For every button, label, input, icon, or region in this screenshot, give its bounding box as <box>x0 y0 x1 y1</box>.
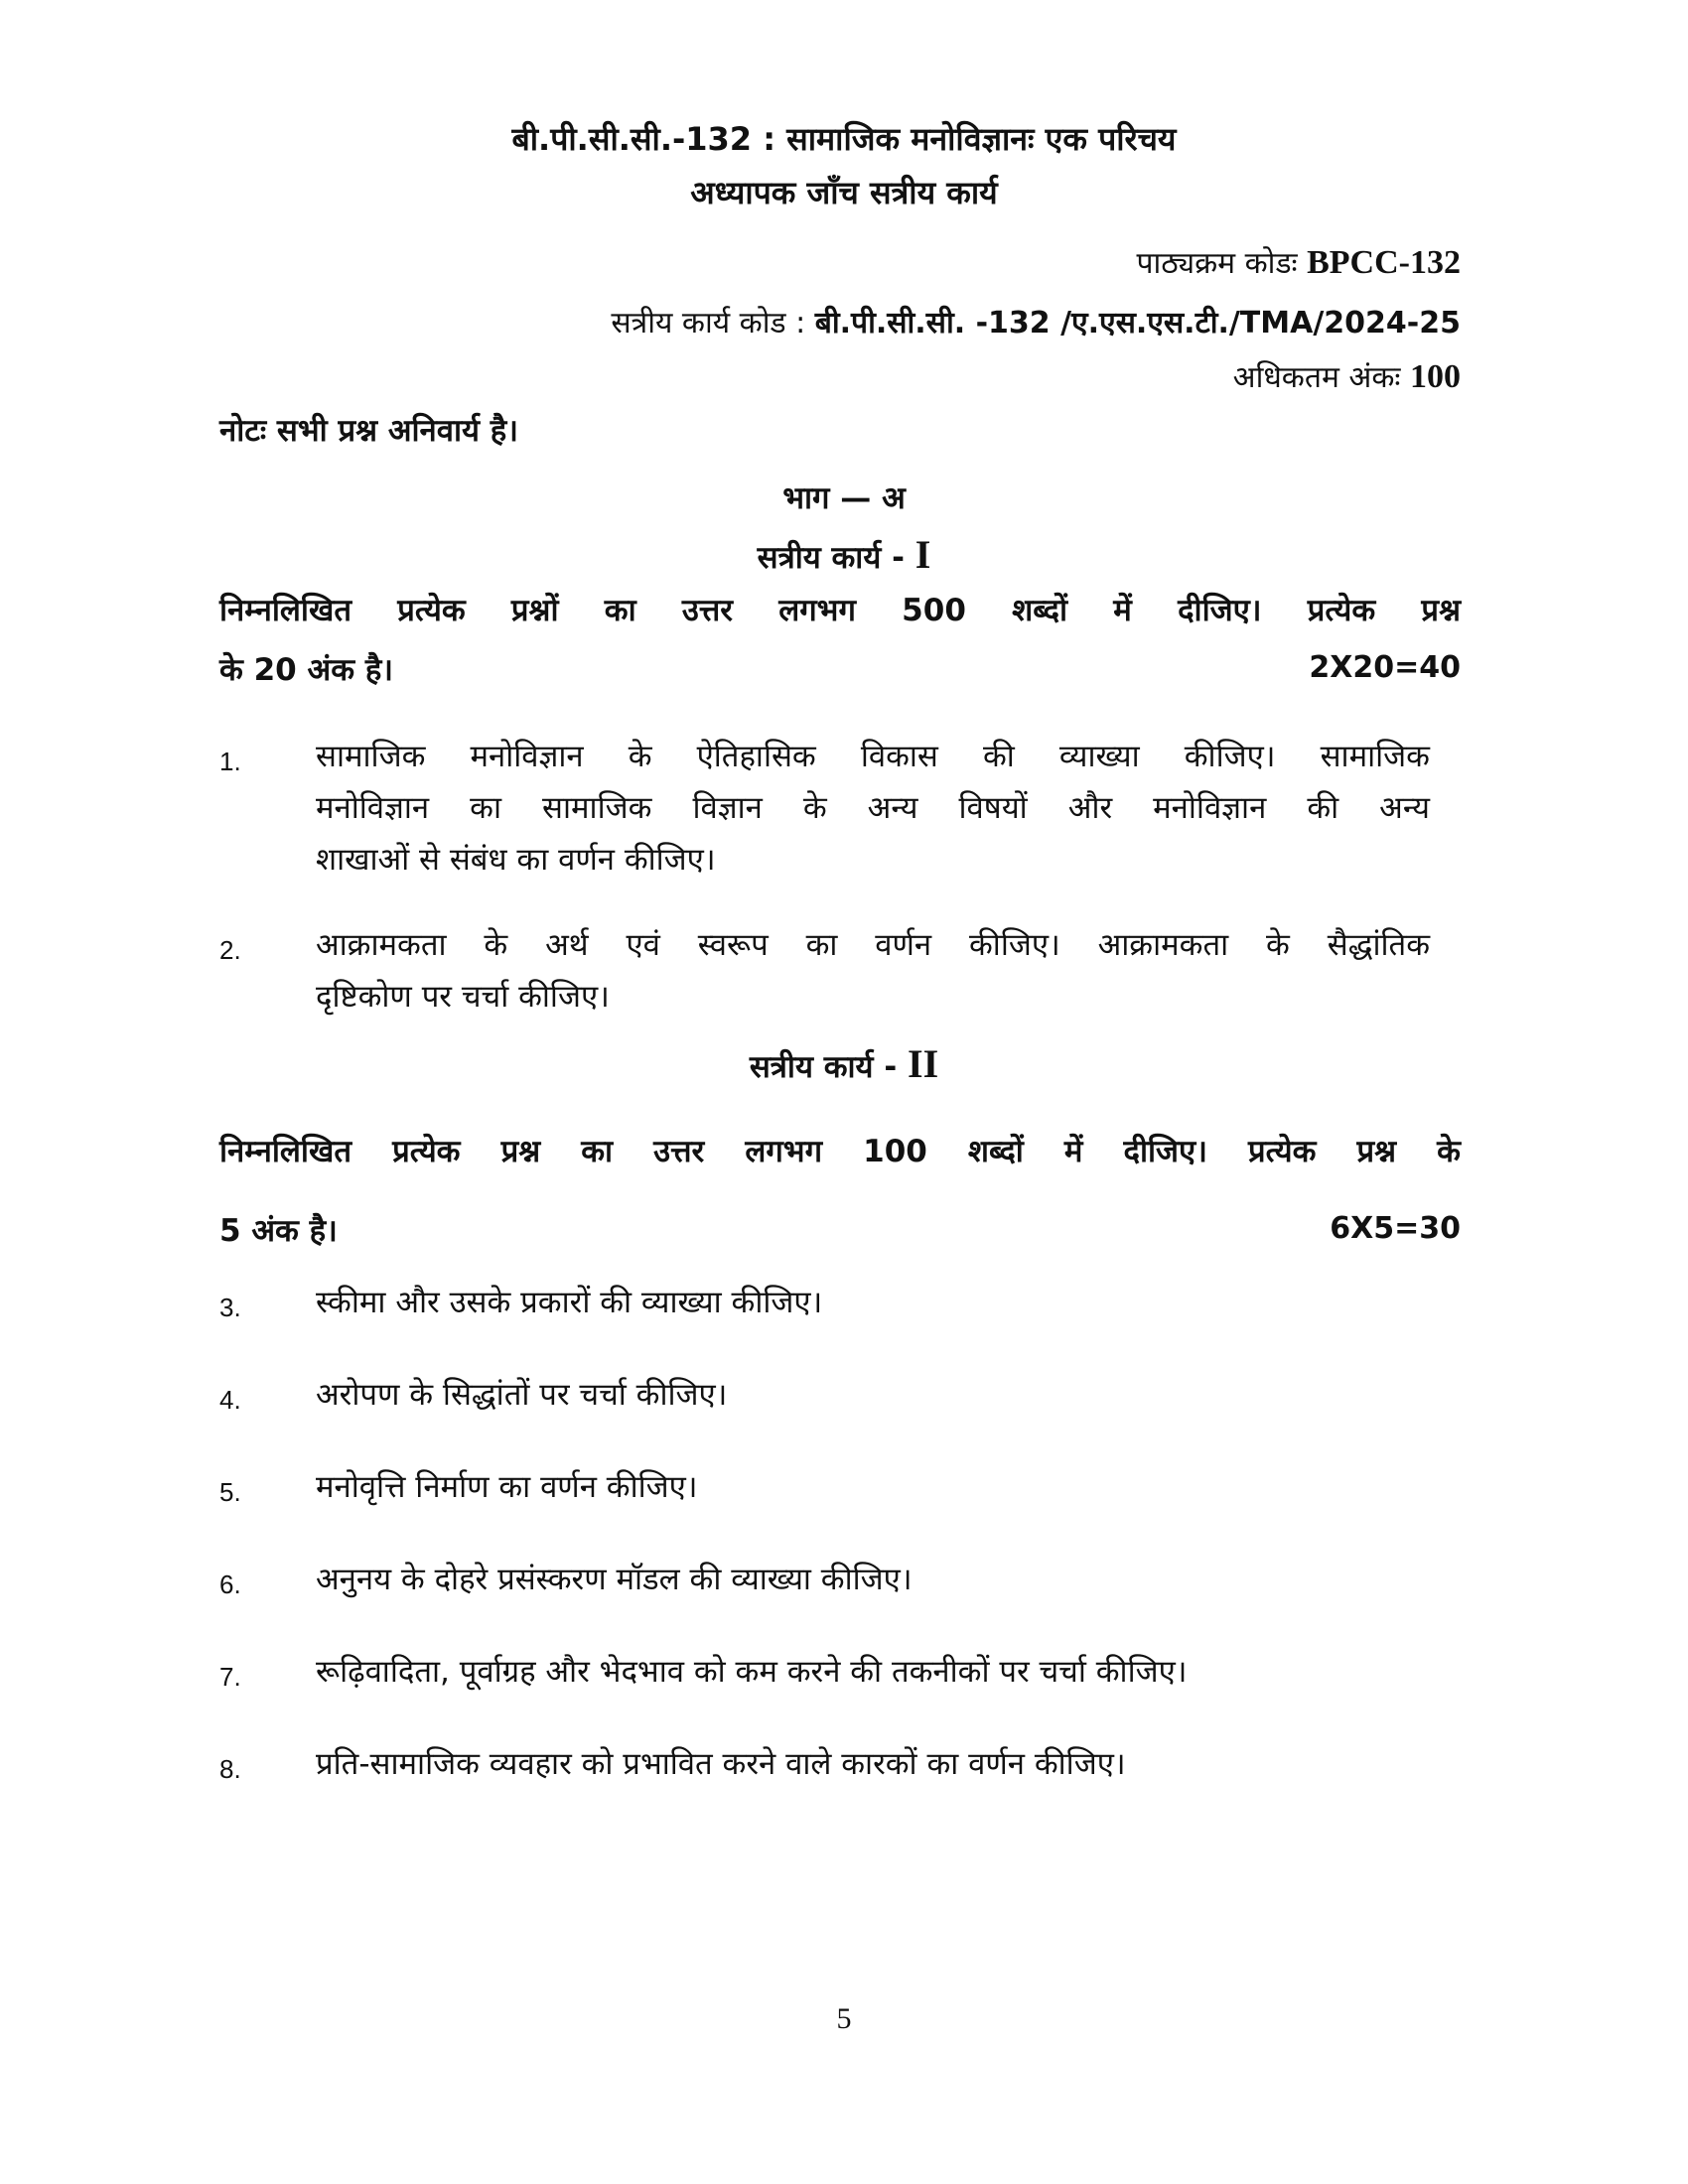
question-5-text: मनोवृत्ति निर्माण का वर्णन कीजिए। <box>316 1469 698 1505</box>
course-code-value: BPCC-132 <box>1307 244 1461 281</box>
question-2-line-1: आक्रामकता के अर्थ एवं स्वरूप का वर्णन कीजिए। आक्रामकता के सैद्धांतिक <box>316 927 1430 963</box>
question-number: 2. <box>219 935 241 965</box>
question-1-line-1: सामाजिक मनोविज्ञान के ऐतिहासिक विकास की व्याख्या कीजिए। सामाजिक <box>316 739 1430 774</box>
assignment-code-value: बी.पी.सी.सी. -132 /ए.एस.एस.टी./TMA/2024-25 <box>814 306 1461 341</box>
question-2-line-2: दृष्टिकोण पर चर्चा कीजिए। <box>316 979 610 1015</box>
question-number: 4. <box>219 1385 241 1415</box>
section-1-instruction: निम्नलिखित प्रत्येक प्रश्नों का उत्तर लगभग 500 शब्दों में दीजिए। प्रत्येक प्रश्न <box>219 593 1461 628</box>
section-2-instruction: निम्नलिखित प्रत्येक प्रश्न का उत्तर लगभग 100 शब्दों में दीजिए। प्रत्येक प्रश्न के <box>219 1134 1461 1169</box>
section-1-marks: 2X20=40 <box>1309 650 1461 685</box>
note-text: नोटः सभी प्रश्न अनिवार्य है। <box>219 413 518 449</box>
question-6-text: अनुनय के दोहरे प्रसंस्करण मॉडल की व्याख्या कीजिए। <box>316 1562 913 1597</box>
question-number: 5. <box>219 1477 241 1507</box>
question-1-line-3: शाखाओं से संबंध का वर्णन कीजिए। <box>316 842 716 878</box>
assignment-code <box>611 301 1461 341</box>
section-1-heading <box>0 531 1688 578</box>
question-number: 1. <box>219 747 241 776</box>
document-subtitle: अध्यापक जाँच सत्रीय कार्य <box>690 174 998 211</box>
section-2-instruction-line2: 5 अंक है। <box>219 1213 338 1249</box>
question-number: 8. <box>219 1754 241 1784</box>
question-1-line-2: मनोविज्ञान का सामाजिक विज्ञान के अन्य विषयों और मनोविज्ञान की अन्य <box>316 790 1430 826</box>
course-code <box>1136 241 1461 282</box>
part-heading: भाग — अ <box>782 480 906 516</box>
assignment-code-label: सत्रीय कार्य कोड : <box>611 306 806 341</box>
section-2-heading-roman: II <box>908 1041 939 1086</box>
section-1-heading-roman: I <box>914 532 931 577</box>
course-code-label: पाठ्यक्रम कोडः <box>1136 246 1298 281</box>
question-8-text: प्रति-सामाजिक व्यवहार को प्रभावित करने वाले कारकों का वर्णन कीजिए। <box>316 1746 1126 1782</box>
question-number: 7. <box>219 1662 241 1692</box>
section-2-heading <box>0 1040 1688 1087</box>
section-1-instruction-line2: के 20 अंक है। <box>219 652 394 688</box>
document-title: बी.पी.सी.सी.-132 : सामाजिक मनोविज्ञानः एक परिचय <box>511 120 1177 158</box>
question-number: 6. <box>219 1570 241 1599</box>
max-marks-value: 100 <box>1410 358 1461 395</box>
max-marks-label: अधिकतम अंकः <box>1232 360 1401 395</box>
question-3-text: स्कीमा और उसके प्रकारों की व्याख्या कीजिए। <box>316 1285 823 1320</box>
section-1-heading-text: सत्रीय कार्य - <box>757 540 905 576</box>
max-marks <box>1233 355 1461 396</box>
question-7-text: रूढ़िवादिता, पूर्वाग्रह और भेदभाव को कम करने की तकनीकों पर चर्चा कीजिए। <box>316 1654 1188 1690</box>
section-2-heading-text: सत्रीय कार्य - <box>749 1049 898 1085</box>
section-2-marks: 6X5=30 <box>1330 1211 1461 1246</box>
question-number: 3. <box>219 1293 241 1322</box>
page-number: 5 <box>836 2002 852 2035</box>
question-4-text: अरोपण के सिद्धांतों पर चर्चा कीजिए। <box>316 1377 728 1413</box>
